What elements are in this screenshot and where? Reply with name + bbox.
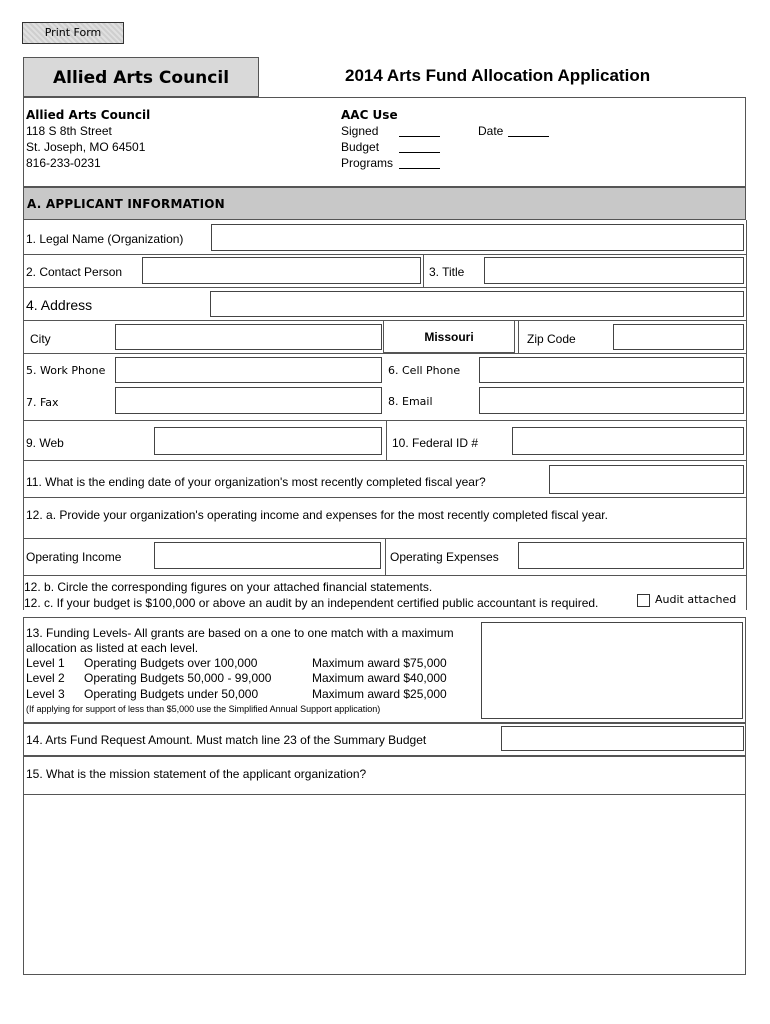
funding-line2: allocation as listed at each level. [26,641,199,655]
contact-person-field[interactable] [142,257,421,284]
legal-name-label: 1. Legal Name (Organization) [26,232,184,246]
zip-field[interactable] [613,324,744,350]
audit-attached-label: Audit attached [655,593,737,606]
email-field[interactable] [479,387,744,414]
fax-field[interactable] [115,387,382,414]
level-2-budget: Operating Budgets 50,000 - 99,000 [84,671,272,685]
address-label: 4. Address [26,297,93,313]
level-3-budget: Operating Budgets under 50,000 [84,687,259,701]
section-a-header: A. APPLICANT INFORMATION [23,187,746,220]
level-1-budget: Operating Budgets over 100,000 [84,656,258,670]
mission-label: 15. What is the mission statement of the applicant organization? [26,767,367,781]
operating-expenses-label: Operating Expenses [390,550,499,564]
aac-budget-label: Budget [341,140,380,154]
request-amount-field[interactable] [501,726,744,751]
fiscal-year-field[interactable] [549,465,744,494]
title-label: 3. Title [429,265,465,279]
cell-divider [518,320,519,353]
contact-person-label: 2. Contact Person [26,265,123,279]
zip-label: Zip Code [527,332,576,346]
frame-left [23,220,24,610]
email-label: 8. Email [388,395,433,408]
row-divider [23,497,747,498]
cell-divider [386,420,387,460]
work-phone-field[interactable] [115,357,382,383]
funding-level-field[interactable] [481,622,743,719]
page-title: 2014 Arts Fund Allocation Application [345,66,651,85]
city-field[interactable] [115,324,382,350]
level-2-name: Level 2 [26,671,65,685]
org-city: St. Joseph, MO 64501 [26,140,146,154]
federal-id-field[interactable] [512,427,744,455]
aac-date-line [508,136,549,137]
row-divider [23,254,747,255]
fiscal-year-label: 11. What is the ending date of your organization's most recently completed fiscal year? [26,475,486,489]
federal-id-label: 10. Federal ID # [392,436,479,450]
row-divider [23,353,747,354]
frame-right [746,220,747,610]
aac-signed-line [399,136,440,137]
title-field[interactable] [484,257,744,284]
funding-note: (If applying for support of less than $5,000 use the Simplified Annual Support application) [26,704,381,714]
fax-label: 7. Fax [26,396,59,409]
org-phone: 816-233-0231 [26,156,101,170]
row-divider [23,287,747,288]
operating-income-label: Operating Income [26,550,122,564]
org-name-tab: Allied Arts Council [23,57,259,97]
q12b-label: 12. b. Circle the corresponding figures on your attached financial statements. [24,580,433,594]
q12a-label: 12. a. Provide your organization's operating income and expenses for the most recently completed fiscal year. [26,508,608,522]
aac-programs-label: Programs [341,156,394,170]
cell-phone-label: 6. Cell Phone [388,364,461,377]
audit-attached-checkbox[interactable] [637,594,650,607]
org-street: 118 S 8th Street [26,124,112,138]
address-field[interactable] [210,291,744,317]
funding-line1: 13. Funding Levels- All grants are based on a one to one match with a maximum [26,626,454,640]
web-field[interactable] [154,427,382,455]
row-divider [23,420,747,421]
aac-date-label: Date [478,124,504,138]
q12c-label: 12. c. If your budget is $100,000 or above an audit by an independent certified public accountant is required. [24,596,599,610]
operating-income-field[interactable] [154,542,381,569]
operating-expenses-field[interactable] [518,542,744,569]
print-form-button[interactable]: Print Form [22,22,124,44]
level-1-award: Maximum award $75,000 [312,656,447,670]
cell-divider [385,538,386,575]
web-label: 9. Web [26,436,64,450]
level-1-name: Level 1 [26,656,65,670]
aac-budget-line [399,152,440,153]
aac-programs-line [399,168,440,169]
mission-statement-field[interactable] [23,794,746,975]
aac-signed-label: Signed [341,124,379,138]
legal-name-field[interactable] [211,224,744,251]
cell-divider [423,254,424,287]
work-phone-label: 5. Work Phone [26,364,106,377]
org-name: Allied Arts Council [26,108,151,122]
row-divider [23,575,747,576]
request-amount-label: 14. Arts Fund Request Amount. Must match line 23 of the Summary Budget [26,733,427,747]
level-3-award: Maximum award $25,000 [312,687,447,701]
row-divider [23,460,747,461]
aac-use-heading: AAC Use [341,108,398,122]
level-3-name: Level 3 [26,687,65,701]
cell-phone-field[interactable] [479,357,744,383]
city-label: City [30,332,51,346]
level-2-award: Maximum award $40,000 [312,671,447,685]
state-cell: Missouri [383,320,515,353]
